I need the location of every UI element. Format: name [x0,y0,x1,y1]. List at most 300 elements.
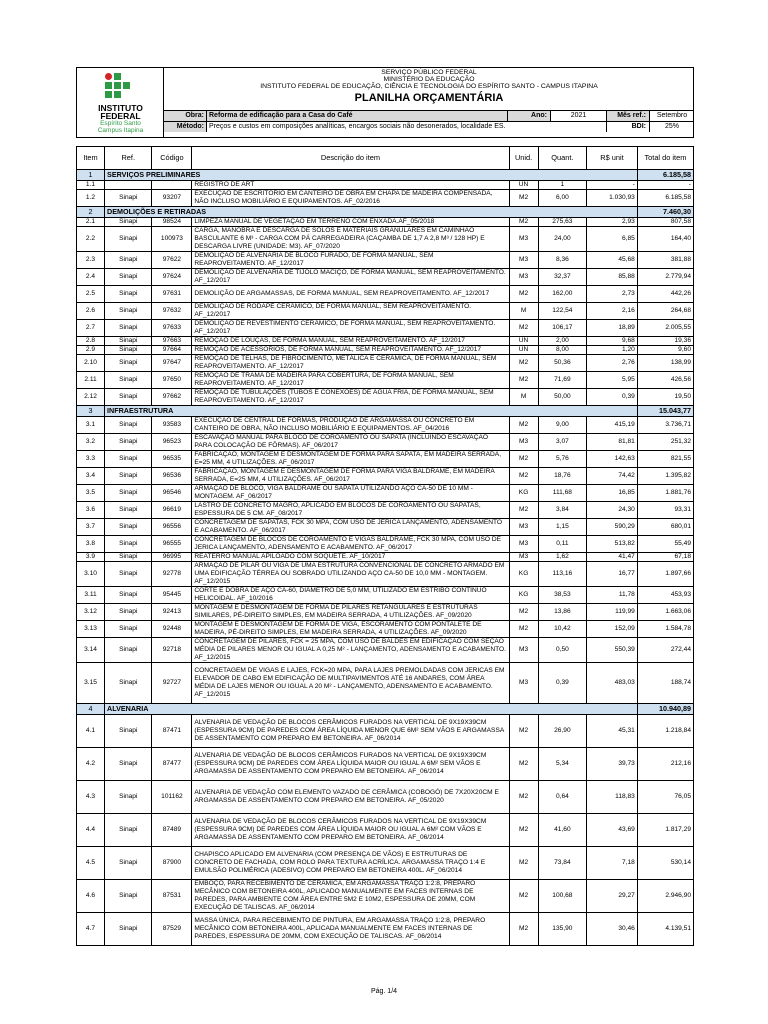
cell-total: 93,31 [637,502,693,519]
logo-line-3: Espírito Santo [100,120,141,127]
section-total: 7.460,30 [637,207,693,218]
cell-unit-price: 74,42 [587,468,638,485]
cell-unid: M2 [509,417,538,434]
header-line-2: MINISTÉRIO DA EDUCAÇÃO [383,76,475,83]
cell-unid: M2 [509,451,538,468]
section-number: 3 [77,406,105,417]
cell-item: 4.3 [77,781,105,814]
cell-unid: M2 [509,715,538,748]
institution-logo [77,68,164,137]
cell-quant: 122,54 [538,303,587,320]
cell-unid: M2 [509,621,538,638]
table-row [77,451,694,468]
cell-total: 442,26 [637,286,693,303]
cell-codigo: 87900 [152,847,192,880]
cell-codigo: 87471 [152,715,192,748]
cell-unid: M [509,303,538,320]
cell-descricao: ESCAVAÇÃO MANUAL PARA BLOCO DE COROAMENTO OU SAPATA (INCLUINDO ESCAVAÇÃO PARA COLOCAÇÃO DE FÔRMAS). AF_06/2017 [192,434,509,451]
cell-unit-price: 1.030,93 [587,190,638,207]
cell-descricao: EMBOÇO, PARA RECEBIMENTO DE CERÂMICA, EM ARGAMASSA TRAÇO 1:2:8, PREPARO MECÂNICO COM BETONEIRA 400L, APLICADO MANUALMENTE EM FACES INTERNAS DE PAREDES, PARA AMBIENTE COM ÁREA ENTRE 5M2 E 10M2, ESPESSURA DE 20MM, COM EXECUÇÃO DE TALISCAS. AF_06/2014 [192,880,509,913]
table-row [77,389,694,406]
cell-total: 1.817,29 [637,814,693,847]
cell-descricao: CONCRETAGEM DE SAPATAS, FCK 30 MPA, COM USO DE JERICA LANÇAMENTO, ADENSAMENTO E ACABAMENTO. AF_06/2017 [192,519,509,536]
cell-total: 381,88 [637,252,693,269]
table-row [77,320,694,337]
cell-unid: M2 [509,748,538,781]
cell-codigo: 97633 [152,320,192,337]
cell-descricao: EXECUÇÃO DE CENTRAL DE FÔRMAS, PRODUÇÃO DE ARGAMASSA OU CONCRETO EM CANTEIRO DE OBRA, NÃO INCLUSO MOBILIÁRIO E EQUIPAMENTOS. AF_04/2016 [192,417,509,434]
cell-total: 2.005,55 [637,320,693,337]
cell-codigo: 97662 [152,389,192,406]
cell-ref: Sinapi [105,502,152,519]
cell-descricao: LIMPEZA MANUAL DE VEGETAÇÃO EM TERRENO COM ENXADA.AF_05/2018 [192,218,509,227]
mes-value: Setembro [656,112,688,119]
cell-item: 2.8 [77,337,105,346]
cell-quant: 73,84 [538,847,587,880]
cell-unid: M3 [509,252,538,269]
cell-quant: 1 [538,181,587,190]
cell-unid: M2 [509,372,538,389]
cell-quant: 10,42 [538,621,587,638]
table-row [77,346,694,355]
table-row [77,181,694,190]
cell-quant: 26,90 [538,715,587,748]
cell-total: 138,99 [637,355,693,372]
table-row [77,748,694,781]
cell-unid: M3 [509,553,538,562]
section-number: 1 [77,170,105,181]
cell-unit-price: 590,29 [587,519,638,536]
cell-descricao: CONCRETAGEM DE VIGAS E LAJES, FCK=20 MPA, PARA LAJES PREMOLDADAS COM JERICAS EM ELEVADOR DE CABO EM EDIFICAÇÃO DE MULTIPAVIMENTOS ATÉ 16 ANDARES, COM ÁREA MÉDIA DE LAJES MENOR OU IGUAL A 20 M² - LANÇAMENTO, ADENSAMENTO E ACABAMENTO. AF_12/2015 [192,663,509,704]
section-number: 4 [77,704,105,715]
table-row [77,814,694,847]
cell-descricao: FABRICAÇÃO, MONTAGEM E DESMONTAGEM DE FÔRMA PARA SAPATA, EM MADEIRA SERRADA, E=25 MM, 4 UTILIZAÇÕES. AF_06/2017 [192,451,509,468]
cell-total: - [637,181,693,190]
cell-unit-price: 0,39 [587,389,638,406]
cell-item: 3.8 [77,536,105,553]
cell-unit-price: 45,31 [587,715,638,748]
cell-quant: 162,00 [538,286,587,303]
cell-total: 1.218,84 [637,715,693,748]
cell-unit-price: 18,89 [587,320,638,337]
cell-ref: Sinapi [105,880,152,913]
obra-label: Obra: [164,111,207,121]
cell-ref: Sinapi [105,847,152,880]
cell-unit-price: 6,85 [587,227,638,252]
logo-line-4: Campus Itapina [97,127,144,134]
cell-quant: 8,36 [538,252,587,269]
cell-descricao: CHAPISCO APLICADO EM ALVENARIA (COM PRESENÇA DE VÃOS) E ESTRUTURAS DE CONCRETO DE FACHADA, COM ROLO PARA TEXTURA ACRÍLICA. ARGAMASSA TRAÇO 1:4 E EMULSÃO POLIMÉRICA (ADESIVO) COM PREPARO EM BETONEIRA 400L. AF_06/2014 [192,847,509,880]
metodo-value: Preços e custos em composições analíticas, encargos sociais não desonerados, localidade ES. [209,123,506,130]
col-header-codigo: Código [152,147,192,170]
cell-unid: M2 [509,286,538,303]
cell-unit-price: 513,82 [587,536,638,553]
header-line-1: SERVIÇO PÚBLICO FEDERAL [381,69,477,76]
cell-unid: M2 [509,880,538,913]
cell-item: 2.12 [77,389,105,406]
cell-total: 272,44 [637,638,693,663]
cell-total: 19,50 [637,389,693,406]
cell-item: 4.4 [77,814,105,847]
cell-codigo: 97632 [152,303,192,320]
cell-quant: 71,69 [538,372,587,389]
cell-item: 4.7 [77,913,105,946]
section-row [77,704,694,715]
cell-quant: 1,62 [538,553,587,562]
cell-ref: Sinapi [105,536,152,553]
cell-unit-price: 16,85 [587,485,638,502]
cell-total: 6.185,58 [637,190,693,207]
table-row [77,715,694,748]
col-header-ref: Ref. [105,147,152,170]
cell-descricao: ALVENARIA DE VEDAÇÃO DE BLOCOS CERÂMICOS FURADOS NA VERTICAL DE 9X19X39CM (ESPESSURA 9CM) DE PAREDES COM ÁREA LÍQUIDA MENOR QUE 6M² SEM VÃOS E ARGAMASSA DE ASSENTAMENTO COM PREPARO EM BETONEIRA. AF_06/2014 [192,715,509,748]
cell-codigo: 100973 [152,227,192,252]
cell-item: 3.1 [77,417,105,434]
cell-item: 2.9 [77,346,105,355]
cell-total: 1.395,82 [637,468,693,485]
cell-item: 4.6 [77,880,105,913]
metodo-label: Método: [164,122,207,132]
cell-codigo: 96546 [152,485,192,502]
cell-codigo: 101162 [152,781,192,814]
cell-ref: Sinapi [105,715,152,748]
cell-unid: M3 [509,638,538,663]
section-row [77,207,694,218]
cell-unid: M3 [509,663,538,704]
table-row [77,880,694,913]
cell-unit-price: 550,39 [587,638,638,663]
cell-quant: 0,50 [538,638,587,663]
cell-total: 55,49 [637,536,693,553]
cell-codigo: 96556 [152,519,192,536]
cell-item: 1.2 [77,190,105,207]
cell-unit-price: 119,99 [587,604,638,621]
cell-codigo: 96523 [152,434,192,451]
cell-quant: 113,16 [538,562,587,587]
cell-codigo: 97663 [152,337,192,346]
cell-unit-price: 43,69 [587,814,638,847]
cell-descricao: MONTAGEM E DESMONTAGEM DE FÔRMA DE PILARES RETANGULARES E ESTRUTURAS SIMILARES, PÉ-DIREITO SIMPLES, EM MADEIRA SERRADA, 4 UTILIZAÇÕES. AF_09/2020 [192,604,509,621]
cell-total: 821,55 [637,451,693,468]
cell-quant: 50,00 [538,389,587,406]
cell-quant: 5,34 [538,748,587,781]
table-row [77,269,694,286]
table-row [77,303,694,320]
cell-unit-price: 5,95 [587,372,638,389]
cell-unid: M2 [509,355,538,372]
cell-total: 1.881,76 [637,485,693,502]
cell-descricao: DEMOLIÇÃO DE ARGAMASSAS, DE FORMA MANUAL, SEM REAPROVEITAMENTO. AF_12/2017 [192,286,509,303]
section-row [77,170,694,181]
table-body [77,170,694,946]
cell-item: 3.14 [77,638,105,663]
cell-total: 530,14 [637,847,693,880]
table-row [77,536,694,553]
table-row [77,252,694,269]
cell-quant: 38,53 [538,587,587,604]
cell-codigo: 97624 [152,269,192,286]
cell-ref: Sinapi [105,389,152,406]
cell-ref: Sinapi [105,346,152,355]
cell-unit-price: 24,30 [587,502,638,519]
cell-ref: Sinapi [105,269,152,286]
table-row [77,553,694,562]
cell-quant: 3,84 [538,502,587,519]
cell-ref: Sinapi [105,913,152,946]
cell-descricao: CONCRETAGEM DE PILARES, FCK = 25 MPA, COM USO DE BALDES EM EDIFICAÇÃO COM SEÇÃO MÉDIA DE PILARES MENOR OU IGUAL A 0,25 M² - LANÇAMENTO, ADENSAMENTO E ACABAMENTO. AF_12/2015 [192,638,509,663]
cell-ref: Sinapi [105,286,152,303]
logo-line-1: INSTITUTO [98,103,143,113]
table-row [77,663,694,704]
cell-codigo: 95445 [152,587,192,604]
col-header-descricao: Descrição do item [192,147,509,170]
cell-ref: Sinapi [105,814,152,847]
cell-total: 3.736,71 [637,417,693,434]
cell-codigo: 96536 [152,468,192,485]
cell-descricao: DEMOLIÇÃO DE ALVENARIA DE BLOCO FURADO, DE FORMA MANUAL, SEM REAPROVEITAMENTO. AF_12/2017 [192,252,509,269]
cell-quant: 13,86 [538,604,587,621]
cell-quant: 0,64 [538,781,587,814]
cell-codigo: 92778 [152,562,192,587]
cell-unit-price: - [587,181,638,190]
cell-unit-price: 142,63 [587,451,638,468]
cell-unit-price: 39,73 [587,748,638,781]
cell-unid: M2 [509,218,538,227]
cell-unit-price: 41,47 [587,553,638,562]
table-row [77,847,694,880]
col-header-item: Item [77,147,105,170]
table-row [77,355,694,372]
cell-item: 2.10 [77,355,105,372]
cell-ref: Sinapi [105,562,152,587]
mes-label: Mês ref.: [606,111,650,121]
cell-descricao: ALVENARIA DE VEDAÇÃO DE BLOCOS CERÂMICOS FURADOS NA VERTICAL DE 9X19X39CM (ESPESSURA 9CM) DE PAREDES COM ÁREA LÍQUIDA MAIOR OU IGUAL A 6M² SEM VÃOS E ARGAMASSA DE ASSENTAMENTO COM PREPARO EM BETONEIRA. AF_06/2014 [192,748,509,781]
cell-descricao: EXECUÇÃO DE ESCRITÓRIO EM CANTEIRO DE OBRA EM CHAPA DE MADEIRA COMPENSADA, NÃO INCLUSO MOBILIÁRIO E EQUIPAMENTOS. AF_02/2016 [192,190,509,207]
section-total: 15.043,77 [637,406,693,417]
cell-unid: UN [509,337,538,346]
cell-codigo: 96555 [152,536,192,553]
cell-descricao: ARMAÇÃO DE PILAR OU VIGA DE UMA ESTRUTURA CONVENCIONAL DE CONCRETO ARMADO EM UMA EDIFICAÇÃO TÉRREA OU SOBRADO UTILIZANDO AÇO CA-50 DE 10,0 MM - MONTAGEM. AF_12/2015 [192,562,509,587]
cell-ref: Sinapi [105,781,152,814]
cell-codigo: 97631 [152,286,192,303]
cell-unid: KG [509,562,538,587]
cell-unit-price: 415,19 [587,417,638,434]
cell-total: 264,68 [637,303,693,320]
cell-ref: Sinapi [105,748,152,781]
cell-descricao: DEMOLIÇÃO DE ALVENARIA DE TIJOLO MACIÇO, DE FORMA MANUAL, SEM REAPROVEITAMENTO. AF_12/2017 [192,269,509,286]
cell-codigo: 97647 [152,355,192,372]
obra-value: Reforma de edificação para a Casa do Café [207,111,507,121]
cell-item: 4.5 [77,847,105,880]
col-header-total: Total do item [637,147,693,170]
cell-unid: M2 [509,847,538,880]
section-title: DEMOLIÇÕES E RETIRADAS [105,207,638,218]
col-header-unit-price: R$ unit [587,147,638,170]
cell-item: 2.3 [77,252,105,269]
logo-mark-icon [105,73,133,101]
cell-descricao: REMOÇÃO DE TRAMA DE MADEIRA PARA COBERTURA, DE FORMA MANUAL, SEM REAPROVEITAMENTO. AF_12/2017 [192,372,509,389]
cell-unit-price: 7,18 [587,847,638,880]
cell-item: 2.1 [77,218,105,227]
cell-unit-price: 9,68 [587,337,638,346]
cell-item: 3.6 [77,502,105,519]
table-row [77,227,694,252]
cell-descricao: LASTRO DE CONCRETO MAGRO, APLICADO EM BLOCOS DE COROAMENTO OU SAPATAS, ESPESSURA DE 5 CM. AF_08/2017 [192,502,509,519]
cell-descricao: REMOÇÃO DE LOUÇAS, DE FORMA MANUAL, SEM REAPROVEITAMENTO. AF_12/2017 [192,337,509,346]
page-number: Pág. 1/4 [370,988,398,995]
cell-unid: KG [509,485,538,502]
cell-item: 1.1 [77,181,105,190]
cell-item: 3.3 [77,451,105,468]
cell-item: 3.11 [77,587,105,604]
table-row [77,781,694,814]
cell-unit-price: 2,76 [587,355,638,372]
cell-unid: M2 [509,320,538,337]
section-total: 6.185,58 [637,170,693,181]
cell-ref: Sinapi [105,663,152,704]
cell-item: 2.7 [77,320,105,337]
cell-ref: Sinapi [105,519,152,536]
cell-item: 4.1 [77,715,105,748]
cell-descricao: DEMOLIÇÃO DE REVESTIMENTO CERÂMICO, DE FORMA MANUAL, SEM REAPROVEITAMENTO. AF_12/2017 [192,320,509,337]
cell-total: 807,58 [637,218,693,227]
cell-unit-price: 483,03 [587,663,638,704]
cell-descricao: ARMAÇÃO DE BLOCO, VIGA BALDRAME OU SAPATA UTILIZANDO AÇO CA-50 DE 10 MM - MONTAGEM. AF_06/2017 [192,485,509,502]
budget-table [76,146,694,946]
cell-unid: M3 [509,269,538,286]
cell-quant: 50,36 [538,355,587,372]
cell-codigo: 92448 [152,621,192,638]
cell-unit-price: 118,83 [587,781,638,814]
cell-unit-price: 11,78 [587,587,638,604]
cell-total: 251,32 [637,434,693,451]
cell-item: 2.11 [77,372,105,389]
table-row [77,218,694,227]
ano-value: 2021 [570,112,587,119]
table-header-row [77,147,694,170]
cell-codigo: 92718 [152,638,192,663]
metodo-row [164,121,694,132]
cell-descricao: DEMOLIÇÃO DE RODAPÉ CERÂMICO, DE FORMA MANUAL, SEM REAPROVEITAMENTO. AF_12/2017 [192,303,509,320]
cell-unid: UN [509,346,538,355]
cell-descricao: REATERRO MANUAL APILOADO COM SOQUETE. AF_10/2017 [192,553,509,562]
cell-codigo: 96619 [152,502,192,519]
cell-unid: KG [509,587,538,604]
cell-unit-price: 85,88 [587,269,638,286]
cell-quant: 6,00 [538,190,587,207]
table-row [77,190,694,207]
table-row [77,468,694,485]
section-row [77,406,694,417]
cell-item: 2.2 [77,227,105,252]
cell-ref: Sinapi [105,451,152,468]
cell-ref: Sinapi [105,553,152,562]
cell-descricao: REMOÇÃO DE ACESSÓRIOS, DE FORMA MANUAL, SEM REAPROVEITAMENTO. AF_12/2017 [192,346,509,355]
col-header-unid: Unid. [509,147,538,170]
cell-unid: M2 [509,604,538,621]
cell-total: 19,36 [637,337,693,346]
cell-descricao: CONCRETAGEM DE BLOCOS DE COROAMENTO E VIGAS BALDRAME, FCK 30 MPA, COM USO DE JERICA LANÇAMENTO, ADENSAMENTO E ACABAMENTO. AF_06/2017 [192,536,509,553]
cell-descricao: ALVENARIA DE VEDAÇÃO DE BLOCOS CERÂMICOS FURADOS NA VERTICAL DE 9X19X39CM (ESPESSURA 9CM) DE PAREDES COM ÁREA LÍQUIDA MAIOR OU IGUAL A 6M² COM VÃOS E ARGAMASSA DE ASSENTAMENTO COM PREPARO EM BETONEIRA. AF_06/2014 [192,814,509,847]
cell-codigo: 87531 [152,880,192,913]
section-title: ALVENARIA [105,704,638,715]
cell-codigo: 87477 [152,748,192,781]
cell-total: 76,05 [637,781,693,814]
cell-ref: Sinapi [105,218,152,227]
table-row [77,286,694,303]
cell-ref: Sinapi [105,468,152,485]
section-total: 10.940,89 [637,704,693,715]
cell-unid: M3 [509,434,538,451]
cell-codigo: 96535 [152,451,192,468]
cell-unit-price: 2,16 [587,303,638,320]
cell-unit-price: 81,81 [587,434,638,451]
cell-unid: M3 [509,519,538,536]
cell-unid: M2 [509,190,538,207]
cell-unid: M2 [509,781,538,814]
cell-item: 3.15 [77,663,105,704]
cell-quant: 24,00 [538,227,587,252]
ano-label: Ano: [507,111,551,121]
cell-unit-price: 30,46 [587,913,638,946]
page-title: PLANILHA ORÇAMENTÁRIA [354,92,504,104]
cell-ref: Sinapi [105,372,152,389]
cell-unid: M2 [509,468,538,485]
cell-unit-price: 29,27 [587,880,638,913]
cell-total: 212,16 [637,748,693,781]
cell-ref: Sinapi [105,337,152,346]
section-title: SERVIÇOS PRELIMINARES [105,170,638,181]
cell-descricao: CARGA, MANOBRA E DESCARGA DE SOLOS E MATERIAIS GRANULARES EM CAMINHÃO BASCULANTE 6 M³ - CARGA COM PÁ CARREGADEIRA (CAÇAMBA DE 1,7 A 2,8 M³ / 128 HP) E DESCARGA LIVRE (UNIDADE: M3). AF_07/2020 [192,227,509,252]
cell-item: 3.10 [77,562,105,587]
table-row [77,485,694,502]
table-row [77,913,694,946]
cell-codigo: 97650 [152,372,192,389]
cell-descricao: MASSA ÚNICA, PARA RECEBIMENTO DE PINTURA, EM ARGAMASSA TRAÇO 1:2:8, PREPARO MECÂNICO COM BETONEIRA 400L, APLICADA MANUALMENTE EM FACES INTERNAS DE PAREDES, ESPESSURA DE 20MM, COM EXECUÇÃO DE TALISCAS. AF_06/2014 [192,913,509,946]
cell-quant: 8,00 [538,346,587,355]
table-row [77,372,694,389]
cell-total: 1.663,06 [637,604,693,621]
header-line-3: INSTITUTO FEDERAL DE EDUCAÇÃO, CIÊNCIA E TECNOLOGIA DO ESPÍRITO SANTO - CAMPUS ITAPINA [260,83,598,90]
table-row [77,337,694,346]
cell-codigo: 92727 [152,663,192,704]
cell-descricao: REMOÇÃO DE TELHAS, DE FIBROCIMENTO, METÁLICA E CERÂMICA, DE FORMA MANUAL, SEM REAPROVEITAMENTO. AF_12/2017 [192,355,509,372]
cell-ref: Sinapi [105,303,152,320]
cell-ref: Sinapi [105,638,152,663]
cell-ref [105,181,152,190]
table-row [77,621,694,638]
table-row [77,638,694,663]
cell-item: 3.9 [77,553,105,562]
cell-ref: Sinapi [105,355,152,372]
table-row [77,502,694,519]
budget-table-container [76,146,694,946]
cell-item: 4.2 [77,748,105,781]
cell-codigo: 92413 [152,604,192,621]
cell-item: 3.4 [77,468,105,485]
col-header-quant: Quant. [538,147,587,170]
cell-quant: 18,76 [538,468,587,485]
cell-unit-price: 2,73 [587,286,638,303]
table-row [77,562,694,587]
cell-item: 2.5 [77,286,105,303]
cell-unid: M3 [509,227,538,252]
cell-codigo: 98524 [152,218,192,227]
table-row [77,519,694,536]
cell-quant: 1,15 [538,519,587,536]
cell-descricao: REGISTRO DE ART [192,181,509,190]
cell-total: 67,18 [637,553,693,562]
